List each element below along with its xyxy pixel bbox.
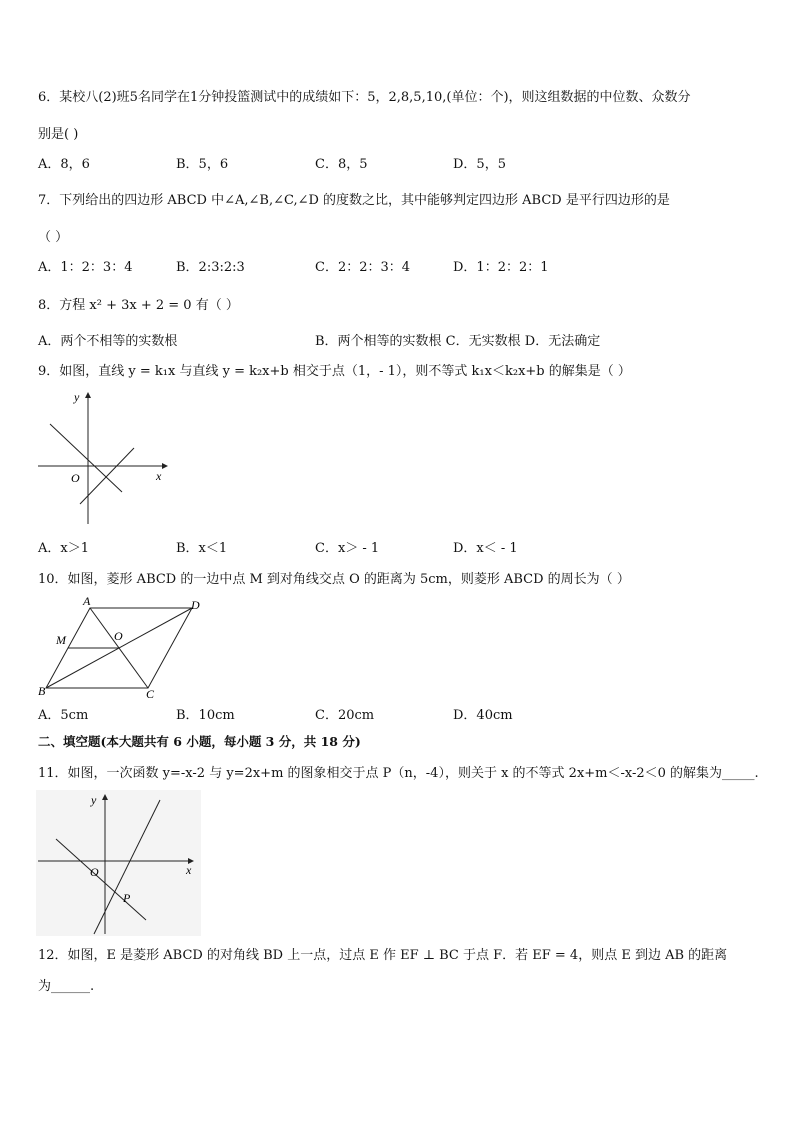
q11-point-p-label: P	[123, 891, 131, 905]
q10-option-a: A．5cm	[38, 708, 89, 723]
q11-graph-background	[36, 790, 201, 936]
q12-stem-line1: 12．如图，E 是菱形 ABCD 的对角线 BD 上一点，过点 E 作 EF ⊥ BC 于点 F．若 EF = 4，则点 E 到边 AB 的距离	[38, 948, 728, 963]
q6-option-a: A．8，6	[38, 157, 90, 172]
q9-stem: 9．如图，直线 y = k₁x 与直线 y = k₂x+b 相交于点（1，- 1），则不等式 k₁x＜k₂x+b 的解集是（ ）	[38, 364, 631, 379]
q9-option-c: C．x＞ - 1	[315, 541, 380, 556]
q9-origin-label: O	[71, 471, 80, 485]
q11-y-label: y	[91, 793, 97, 807]
q10-option-b: B．10cm	[176, 708, 235, 723]
q9-option-d: D．x＜ - 1	[453, 541, 518, 556]
q7-option-b: B．2:3:2:3	[176, 260, 245, 275]
q11-x-label: x	[186, 863, 192, 877]
q9-y-label: y	[74, 390, 80, 404]
q8-option-a: A．两个不相等的实数根	[38, 334, 178, 349]
q10-option-c: C．20cm	[315, 708, 375, 723]
q11-origin-label: O	[90, 865, 99, 879]
q10-label-m: M	[56, 633, 66, 647]
q7-stem-line2: （ ）	[38, 230, 69, 245]
q6-option-d: D．5，5	[453, 157, 506, 172]
q10-label-c: C	[146, 687, 155, 701]
q10-label-d: D	[191, 598, 200, 612]
q6-option-c: C．8，5	[315, 157, 368, 172]
q7-option-a: A．1：2：3：4	[38, 260, 133, 275]
section2-title: 二、填空题(本大题共有 6 小题，每小题 3 分，共 18 分)	[38, 734, 361, 749]
q10-label-b: B	[38, 684, 46, 698]
q7-option-c: C．2：2：3：4	[315, 260, 411, 275]
q6-stem-line1: 6．某校八(2)班5名同学在1分钟投篮测试中的成绩如下：5，2,8,5,10,(单位：个)，则这组数据的中位数、众数分	[38, 90, 691, 105]
q11-stem: 11．如图，一次函数 y=-x-2 与 y=2x+m 的图象相交于点 P（n，-4），则关于 x 的不等式 2x+m＜-x-2＜0 的解集为_____.	[38, 766, 759, 781]
q10-stem: 10．如图，菱形 ABCD 的一边中点 M 到对角线交点 O 的距离为 5cm，则菱形 ABCD 的周长为（ ）	[38, 572, 630, 587]
q8-stem: 8．方程 x² + 3x + 2 = 0 有（ ）	[38, 298, 239, 313]
q9-x-label: x	[156, 469, 162, 483]
q9-option-b: B．x＜1	[176, 541, 228, 556]
q11-graph	[36, 790, 201, 936]
q9-option-a: A．x＞1	[38, 541, 89, 556]
q7-stem-line1: 7．下列给出的四边形 ABCD 中∠A,∠B,∠C,∠D 的度数之比，其中能够判定四边形 ABCD 是平行四边形的是	[38, 193, 670, 208]
q10-label-o: O	[114, 629, 123, 643]
q6-option-b: B．5，6	[176, 157, 229, 172]
q10-rhombus-figure	[34, 594, 214, 702]
q9-x-arrow-icon	[162, 463, 168, 469]
q10-label-a: A	[83, 594, 91, 608]
q9-y-arrow-icon	[85, 392, 91, 398]
q8-option-bcd: B．两个相等的实数根 C．无实数根 D．无法确定	[315, 334, 601, 349]
q9-line-k1x	[50, 424, 122, 492]
q10-option-d: D．40cm	[453, 708, 513, 723]
q7-option-d: D．1：2：2：1	[453, 260, 549, 275]
q12-stem-line2: 为______.	[38, 979, 95, 994]
q6-stem-line2: 别是( )	[38, 127, 79, 142]
q9-graph	[36, 388, 171, 528]
